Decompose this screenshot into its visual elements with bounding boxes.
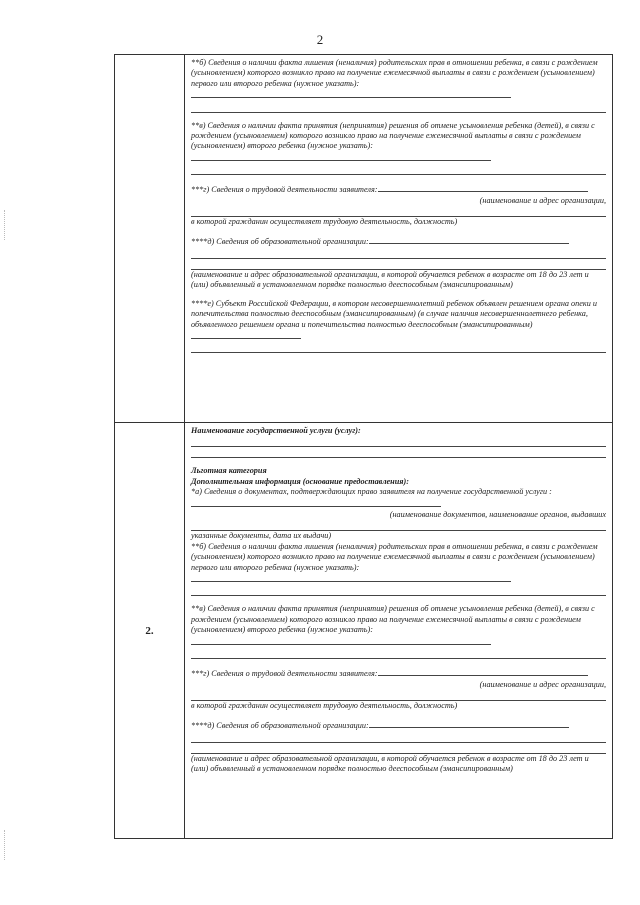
- section-v: [191, 121, 606, 176]
- service-name-label: Наименование государственной услуги (услуг):: [191, 426, 361, 435]
- section-v-text: **в) Сведения о наличии факта принятия (непринятия) решения об отмене усыновления ребенка (детей), в связи с рождением (усыновлением) которого возникло право на получение ежемесячной выплаты в связи с рождением (усыновлением) второго ребенка (нужное указать):: [191, 120, 595, 151]
- table-row: [115, 423, 613, 839]
- fill-line[interactable]: [191, 259, 606, 270]
- fill-line[interactable]: [191, 743, 606, 754]
- section-g-label: ***г) Сведения о трудовой деятельности заявителя:: [191, 185, 378, 195]
- section-g-caption-2: в которой гражданин осуществляет трудовую деятельность, должность): [191, 700, 458, 710]
- scan-margin-mark: [4, 830, 7, 860]
- fill-line[interactable]: [191, 102, 606, 113]
- fill-line[interactable]: [191, 330, 301, 339]
- section-a-text: *а) Сведения о документах, подтверждающих право заявителя на получение государственной услуги :: [191, 487, 552, 497]
- section-d-caption: (наименование и адрес образовательной организации, в которой обучается ребенок в возрасте от 18 до 23 лет и (или) объявленный в установленном порядке полностью дееспособным (эмансипированным): [191, 269, 589, 290]
- category-label: Льготная категория: [191, 466, 267, 476]
- fill-line[interactable]: [191, 164, 606, 175]
- section-b: [191, 58, 606, 113]
- fill-line[interactable]: [191, 573, 511, 582]
- section-g-caption: (наименование и адрес организации,: [479, 679, 606, 689]
- fill-line[interactable]: [191, 89, 511, 98]
- section-g-label: ***г) Сведения о трудовой деятельности заявителя:: [191, 669, 378, 679]
- fill-line[interactable]: [191, 498, 441, 507]
- fill-line[interactable]: [191, 152, 491, 161]
- section-e: [191, 299, 606, 354]
- service-name-block: [191, 426, 606, 458]
- fill-line[interactable]: [191, 690, 606, 701]
- fill-line[interactable]: [191, 342, 606, 353]
- fill-line[interactable]: [191, 732, 606, 743]
- section-v: [191, 604, 606, 659]
- section-g-caption: (наименование и адрес организации,: [479, 195, 606, 205]
- fill-line[interactable]: [191, 585, 606, 596]
- fill-line[interactable]: [191, 447, 606, 458]
- table-row: [115, 55, 613, 423]
- section-g-caption-2: в которой гражданин осуществляет трудовую деятельность, должность): [191, 217, 458, 227]
- section-d: [191, 235, 606, 290]
- section-d-caption: (наименование и адрес образовательной организации, в которой обучается ребенок в возрасте от 18 до 23 лет и (или) объявленный в установленном порядке полностью дееспособным (эмансипированным): [191, 753, 589, 774]
- fill-line[interactable]: [191, 636, 491, 645]
- form-table: [114, 54, 613, 839]
- fill-line[interactable]: [369, 235, 569, 244]
- fill-line[interactable]: [191, 206, 606, 217]
- section-e-text: ****е) Субъект Российской Федерации, в котором несовершеннолетний ребенок объявлен решением органа опеки и попечительства полностью дееспособным (эмансипированным) (в случае наличия несовершеннолетнего ребенка, объявленного решением органа и попечительства полностью дееспособным (эмансипированным): [191, 298, 597, 329]
- fill-line[interactable]: [191, 436, 606, 447]
- section-d: [191, 719, 606, 774]
- section-a-caption: (наименование документов, наименование органов, выдавших: [389, 510, 606, 520]
- row-content-cell: [185, 423, 613, 839]
- section-a-caption-2: указанные документы, дата их выдачи): [191, 531, 332, 541]
- row-number-cell: 2.: [115, 423, 185, 839]
- category-block: [191, 466, 606, 596]
- section-g: [191, 183, 606, 227]
- section-d-label: ****д) Сведения об образовательной организации:: [191, 721, 369, 731]
- fill-line[interactable]: [191, 520, 606, 531]
- scan-margin-mark: [4, 210, 7, 240]
- section-b-text: **б) Сведения о наличии факта лишения (неналичия) родительских прав в отношении ребенка, в связи с рождением (усыновлением) которого возникло право на получение ежемесячной выплаты в связи с рождением (усыновлением) первого или второго ребенка (нужное указать):: [191, 541, 598, 572]
- fill-line[interactable]: [191, 648, 606, 659]
- fill-line[interactable]: [378, 183, 588, 192]
- fill-line[interactable]: [378, 667, 588, 676]
- fill-line[interactable]: [369, 719, 569, 728]
- fill-line[interactable]: [191, 248, 606, 259]
- section-v-text: **в) Сведения о наличии факта принятия (непринятия) решения об отмене усыновления ребенка (детей), в связи с рождением (усыновлением) которого возникло право на получение ежемесячной выплаты в связи с рождением (усыновлением) второго ребенка (нужное указать):: [191, 604, 595, 635]
- section-g: [191, 667, 606, 711]
- row-number-cell: [115, 55, 185, 423]
- additional-info-label: Дополнительная информация (основание предоставления):: [191, 476, 409, 486]
- section-b-text: **б) Сведения о наличии факта лишения (неналичия) родительских прав в отношении ребенка, в связи с рождением (усыновлением) которого возникло право на получение ежемесячной выплаты в связи с рождением (усыновлением) первого или второго ребенка (нужное указать):: [191, 58, 598, 88]
- page-number: 2: [316, 32, 324, 47]
- row-content-cell: [185, 55, 613, 423]
- section-d-label: ****д) Сведения об образовательной организации:: [191, 237, 369, 247]
